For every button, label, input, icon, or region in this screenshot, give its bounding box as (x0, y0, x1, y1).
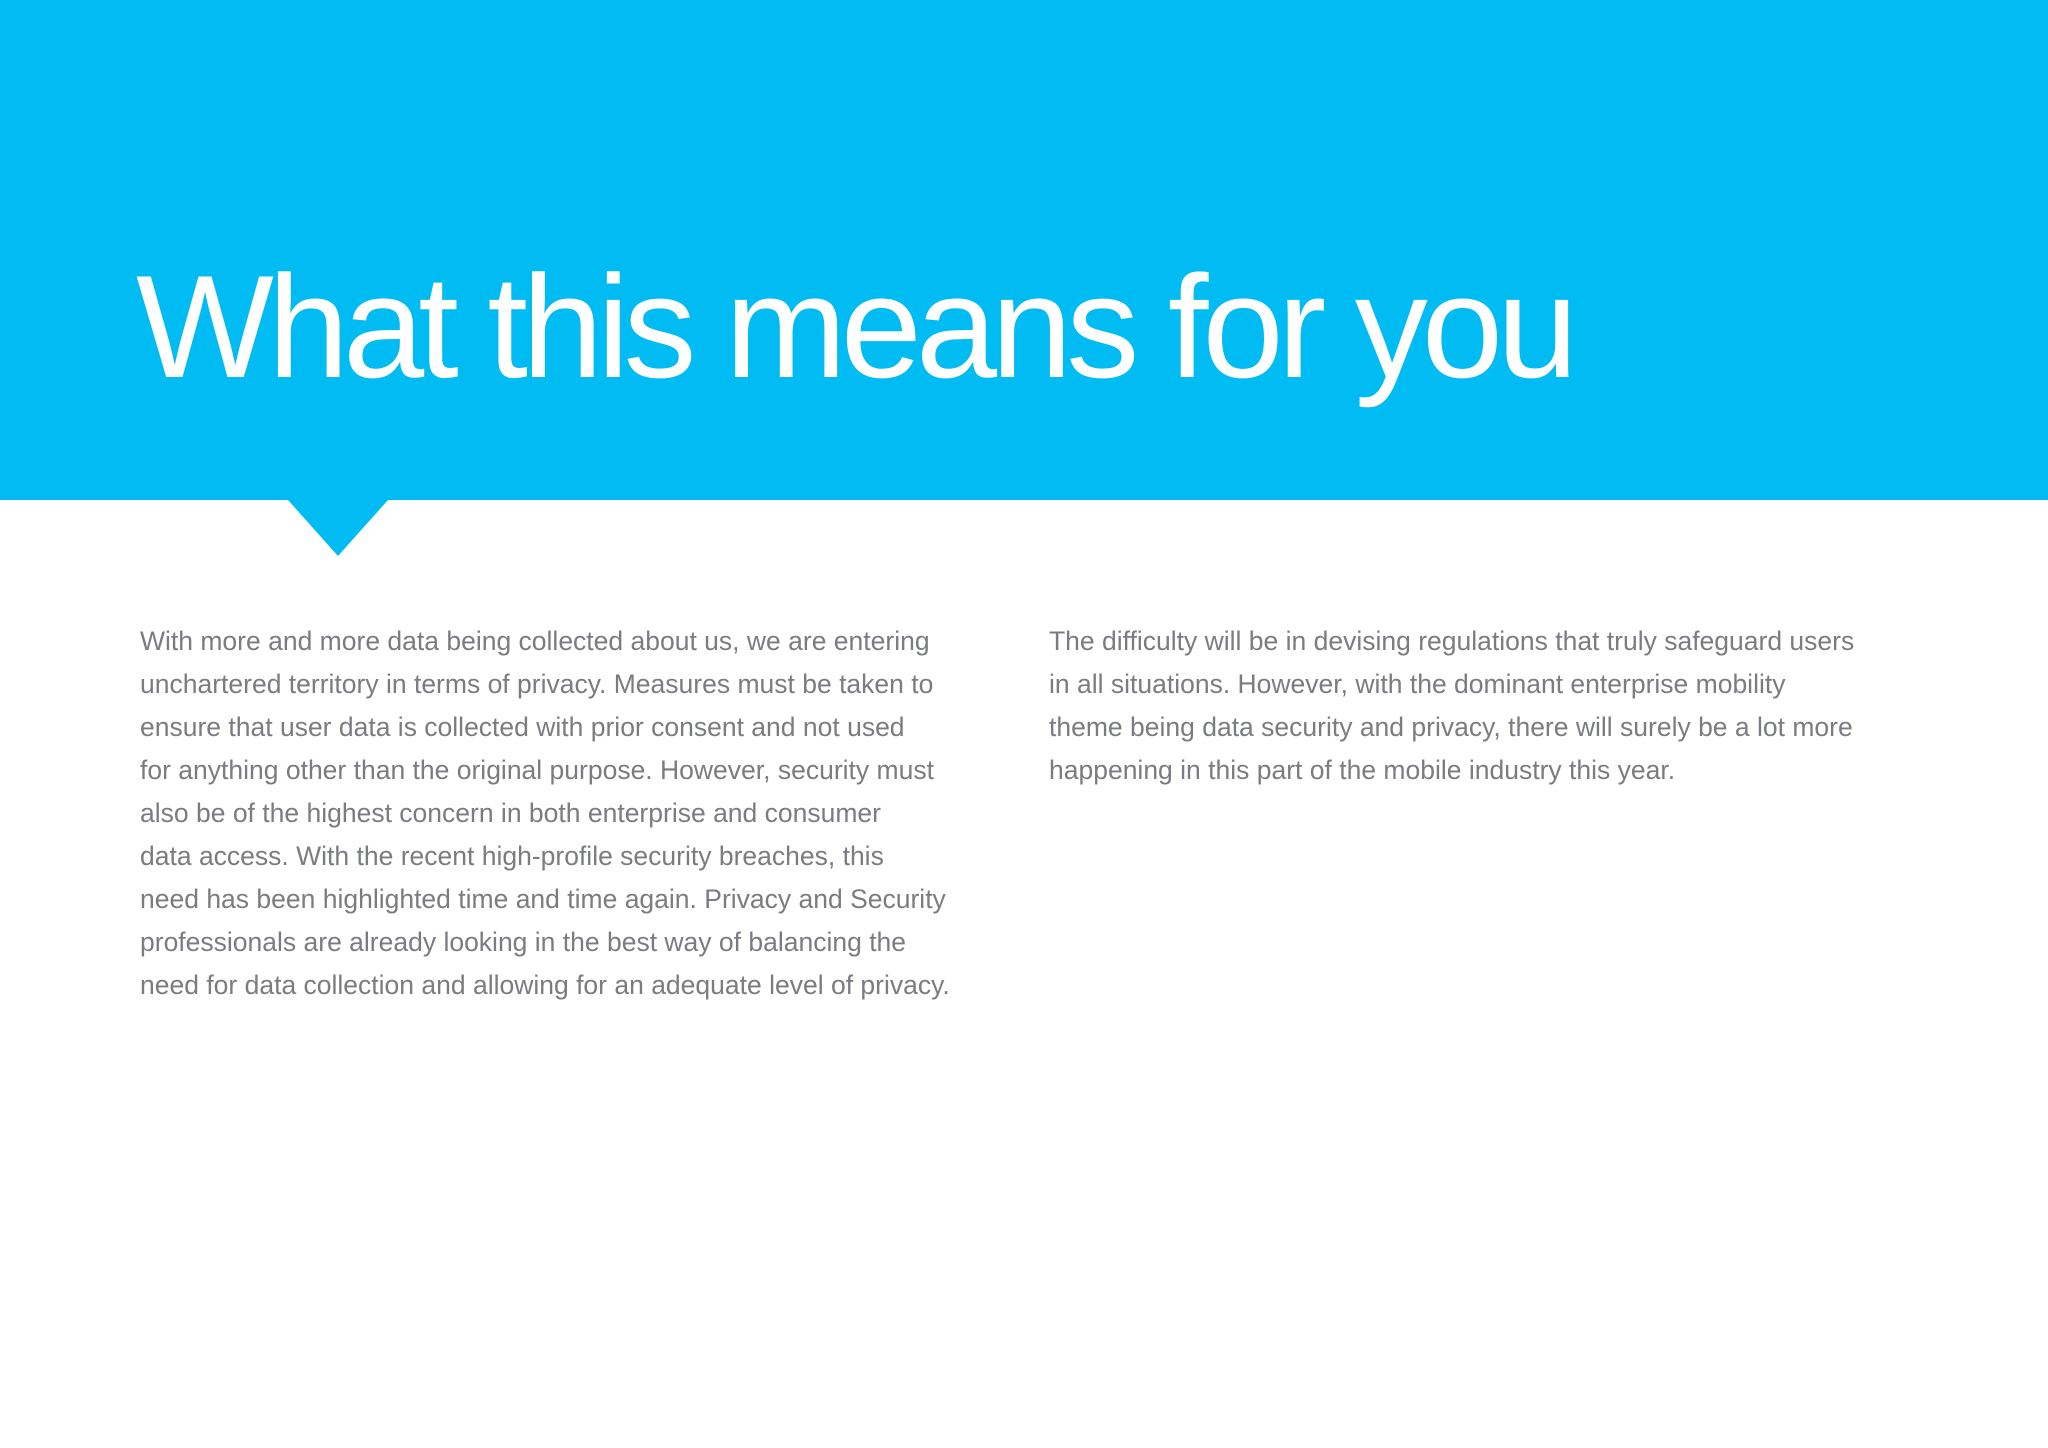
body-text-line: theme being data security and privacy, there will surely be a lot more (1049, 712, 1853, 742)
body-column-right (1049, 620, 1919, 792)
page-title: What this means for you (136, 245, 1573, 408)
body-text-line: ensure that user data is collected with prior consent and not used (140, 712, 905, 742)
body-text-line: unchartered territory in terms of privacy. Measures must be taken to (140, 669, 934, 699)
body-text-line: also be of the highest concern in both enterprise and consumer (140, 798, 881, 828)
body-text-line: With more and more data being collected about us, we are entering (140, 626, 930, 656)
body-text-line: data access. With the recent high-profile security breaches, this (140, 841, 884, 871)
body-text-line: The difficulty will be in devising regulations that truly safeguard users (1049, 626, 1855, 656)
header-band (0, 0, 2048, 500)
body-column-left (140, 620, 1010, 1007)
body-text-line: happening in this part of the mobile industry this year. (1049, 755, 1676, 785)
body-text-line: need has been highlighted time and time again. Privacy and Security (140, 884, 946, 914)
body-text-line: professionals are already looking in the best way of balancing the (140, 927, 907, 957)
body-text-line: in all situations. However, with the dominant enterprise mobility (1049, 669, 1786, 699)
body-text-line: for anything other than the original purpose. However, security must (140, 755, 934, 785)
body-text-line: need for data collection and allowing for an adequate level of privacy. (140, 970, 950, 1000)
header-pointer (288, 500, 388, 556)
